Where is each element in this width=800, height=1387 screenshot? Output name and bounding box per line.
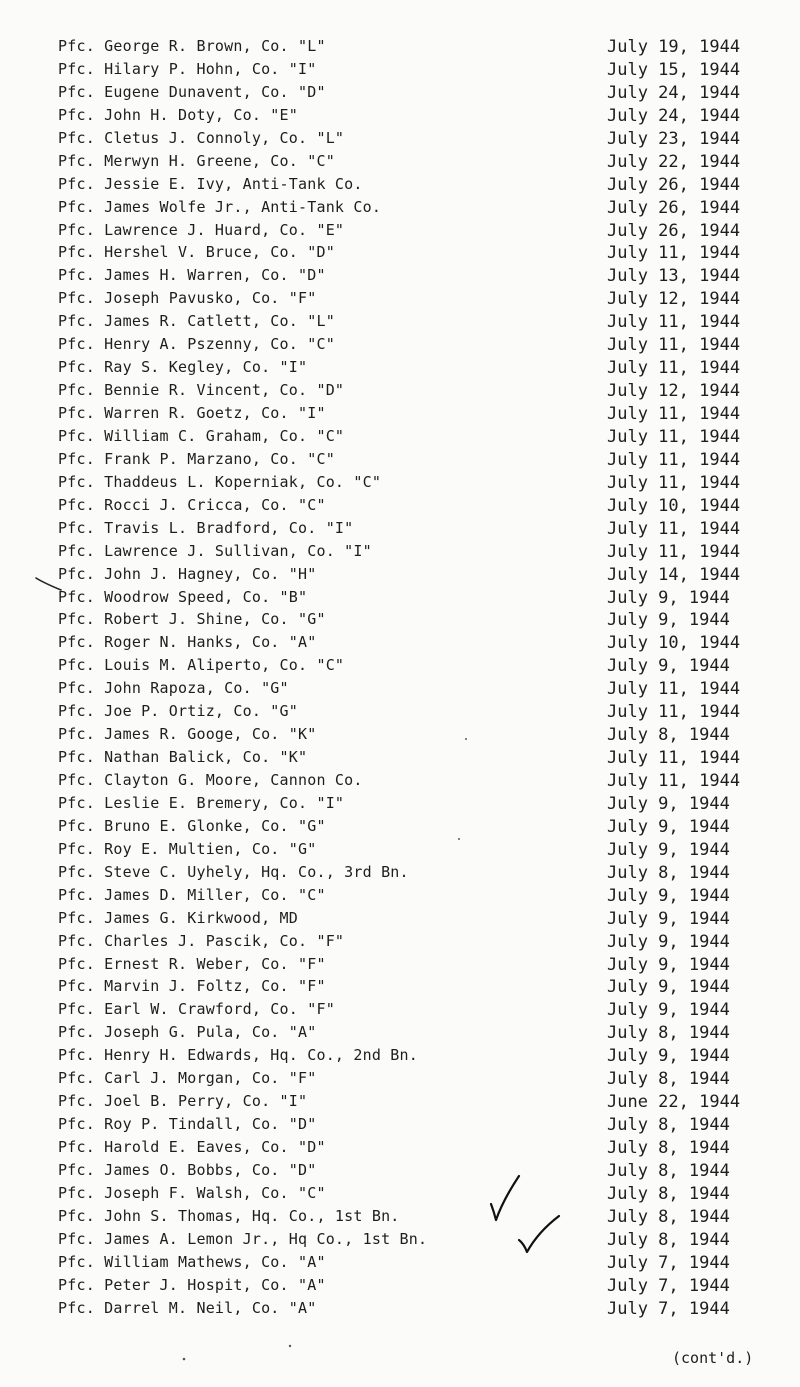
paper-speck bbox=[462, 735, 470, 743]
casualty-date: July 19, 1944 bbox=[607, 37, 741, 57]
soldier-name: Pfc. Joseph F. Walsh, Co. "C" bbox=[58, 1183, 326, 1202]
casualty-date: July 9, 1944 bbox=[607, 908, 730, 929]
roster-entry bbox=[0, 471, 800, 494]
soldier-name: Pfc. James H. Warren, Co. "D" bbox=[58, 266, 326, 285]
casualty-date: July 9, 1944 bbox=[607, 1000, 730, 1021]
roster-entry bbox=[0, 953, 800, 976]
roster-entry bbox=[0, 1090, 800, 1113]
soldier-name: Pfc. John J. Hagney, Co. "H" bbox=[58, 564, 317, 583]
roster-entry bbox=[0, 379, 800, 402]
soldier-name: Pfc. Carl J. Morgan, Co. "F" bbox=[58, 1069, 317, 1088]
casualty-date: July 11, 1944 bbox=[607, 771, 741, 791]
casualty-date: June 22, 1944 bbox=[607, 1092, 741, 1113]
soldier-name: Pfc. Rocci J. Cricca, Co. "C" bbox=[58, 495, 326, 514]
soldier-name: Pfc. Ray S. Kegley, Co. "I" bbox=[58, 358, 308, 377]
roster-entry bbox=[0, 792, 800, 815]
paper-speck bbox=[286, 1342, 294, 1350]
casualty-date: July 11, 1944 bbox=[607, 358, 741, 379]
soldier-name: Pfc. James A. Lemon Jr., Hq Co., 1st Bn. bbox=[58, 1229, 428, 1248]
roster-entry bbox=[0, 586, 800, 609]
roster-entry bbox=[0, 975, 800, 998]
soldier-name: Pfc. Earl W. Crawford, Co. "F" bbox=[58, 1000, 335, 1019]
roster-entry bbox=[0, 81, 800, 104]
soldier-name: Pfc. Lawrence J. Sullivan, Co. "I" bbox=[58, 541, 372, 560]
casualty-date: July 11, 1944 bbox=[607, 541, 741, 562]
casualty-date: July 13, 1944 bbox=[607, 266, 741, 287]
soldier-name: Pfc. Roy P. Tindall, Co. "D" bbox=[58, 1115, 317, 1134]
roster-entry bbox=[0, 677, 800, 700]
soldier-name: Pfc. Joel B. Perry, Co. "I" bbox=[58, 1092, 308, 1111]
roster-entry bbox=[0, 654, 800, 677]
soldier-name: Pfc. William Mathews, Co. "A" bbox=[58, 1252, 326, 1271]
soldier-name: Pfc. George R. Brown, Co. "L" bbox=[58, 37, 326, 55]
continued-note: (cont'd.) bbox=[672, 1349, 754, 1367]
soldier-name: Pfc. Clayton G. Moore, Cannon Co. bbox=[58, 771, 363, 789]
soldier-name: Pfc. Roger N. Hanks, Co. "A" bbox=[58, 633, 317, 652]
casualty-date: July 8, 1944 bbox=[607, 862, 730, 883]
casualty-date: July 9, 1944 bbox=[607, 656, 730, 677]
casualty-date: July 7, 1944 bbox=[607, 1298, 730, 1319]
casualty-date: July 26, 1944 bbox=[607, 174, 741, 195]
soldier-name: Pfc. Eugene Dunavent, Co. "D" bbox=[58, 82, 326, 101]
paper-speck bbox=[180, 1355, 188, 1363]
soldier-name: Pfc. William C. Graham, Co. "C" bbox=[58, 426, 345, 445]
soldier-name: Pfc. Joe P. Ortiz, Co. "G" bbox=[58, 702, 298, 721]
casualty-date: July 9, 1944 bbox=[607, 587, 730, 608]
roster-entry bbox=[0, 35, 800, 58]
roster-entry bbox=[0, 1182, 800, 1205]
soldier-name: Pfc. Louis M. Aliperto, Co. "C" bbox=[58, 656, 345, 675]
soldier-name: Pfc. John S. Thomas, Hq. Co., 1st Bn. bbox=[58, 1206, 400, 1225]
casualty-date: July 9, 1944 bbox=[607, 793, 730, 814]
roster-entry bbox=[0, 310, 800, 333]
soldier-name: Pfc. Hershel V. Bruce, Co. "D" bbox=[58, 243, 335, 262]
roster-entry bbox=[0, 540, 800, 563]
casualty-date: July 9, 1944 bbox=[607, 1046, 730, 1067]
roster-entry bbox=[0, 1297, 800, 1320]
casualty-date: July 8, 1944 bbox=[607, 1183, 730, 1204]
roster-entry bbox=[0, 1205, 800, 1228]
roster-entry bbox=[0, 563, 800, 586]
casualty-date: July 11, 1944 bbox=[607, 243, 741, 264]
soldier-name: Pfc. Merwyn H. Greene, Co. "C" bbox=[58, 151, 335, 170]
soldier-name: Pfc. James R. Catlett, Co. "L" bbox=[58, 312, 335, 331]
soldier-name: Pfc. Hilary P. Hohn, Co. "I" bbox=[58, 59, 317, 78]
soldier-name: Pfc. Warren R. Goetz, Co. "I" bbox=[58, 404, 326, 422]
casualty-date: July 14, 1944 bbox=[607, 564, 741, 585]
soldier-name: Pfc. Lawrence J. Huard, Co. "E" bbox=[58, 220, 345, 239]
soldier-name: Pfc. Steve C. Uyhely, Hq. Co., 3rd Bn. bbox=[58, 862, 409, 881]
soldier-name: Pfc. Darrel M. Neil, Co. "A" bbox=[58, 1298, 317, 1317]
roster-entry bbox=[0, 884, 800, 907]
roster-entry bbox=[0, 769, 800, 792]
casualty-date: July 11, 1944 bbox=[607, 426, 741, 447]
casualty-date: July 9, 1944 bbox=[607, 977, 730, 998]
casualty-date: July 11, 1944 bbox=[607, 518, 741, 539]
casualty-date: July 8, 1944 bbox=[607, 1115, 730, 1136]
soldier-name: Pfc. James R. Googe, Co. "K" bbox=[58, 725, 317, 744]
roster-entry bbox=[0, 815, 800, 838]
casualty-date: July 8, 1944 bbox=[607, 1206, 730, 1227]
soldier-name: Pfc. James O. Bobbs, Co. "D" bbox=[58, 1160, 317, 1179]
roster-entry bbox=[0, 631, 800, 654]
casualty-date: July 11, 1944 bbox=[607, 472, 741, 493]
roster-entry bbox=[0, 1136, 800, 1159]
soldier-name: Pfc. Joseph G. Pula, Co. "A" bbox=[58, 1023, 317, 1042]
soldier-name: Pfc. Peter J. Hospit, Co. "A" bbox=[58, 1275, 326, 1294]
soldier-name: Pfc. Frank P. Marzano, Co. "C" bbox=[58, 449, 335, 468]
roster-entry bbox=[0, 425, 800, 448]
casualty-date: July 26, 1944 bbox=[607, 220, 741, 241]
roster-entry bbox=[0, 517, 800, 540]
roster-entry bbox=[0, 173, 800, 196]
roster-entry bbox=[0, 1021, 800, 1044]
casualty-date: July 7, 1944 bbox=[607, 1275, 730, 1296]
paper-speck bbox=[455, 835, 463, 843]
casualty-roster bbox=[0, 35, 800, 1320]
casualty-date: July 11, 1944 bbox=[607, 679, 741, 700]
soldier-name: Pfc. Travis L. Bradford, Co. "I" bbox=[58, 518, 354, 537]
casualty-date: July 8, 1944 bbox=[607, 1229, 730, 1250]
soldier-name: Pfc. Harold E. Eaves, Co. "D" bbox=[58, 1138, 326, 1156]
roster-entry bbox=[0, 1251, 800, 1274]
casualty-date: July 10, 1944 bbox=[607, 633, 741, 654]
casualty-date: July 8, 1944 bbox=[607, 1069, 730, 1090]
casualty-date: July 9, 1944 bbox=[607, 610, 730, 631]
casualty-date: July 9, 1944 bbox=[607, 839, 730, 860]
soldier-name: Pfc. Leslie E. Bremery, Co. "I" bbox=[58, 793, 345, 812]
roster-entry bbox=[0, 608, 800, 631]
roster-entry bbox=[0, 58, 800, 81]
roster-entry bbox=[0, 861, 800, 884]
casualty-date: July 23, 1944 bbox=[607, 128, 741, 149]
roster-entry bbox=[0, 746, 800, 769]
roster-entry bbox=[0, 998, 800, 1021]
roster-entry bbox=[0, 402, 800, 425]
casualty-date: July 9, 1944 bbox=[607, 816, 730, 837]
soldier-name: Pfc. Ernest R. Weber, Co. "F" bbox=[58, 954, 326, 973]
roster-entry bbox=[0, 448, 800, 471]
roster-entry bbox=[0, 723, 800, 746]
soldier-name: Pfc. John Rapoza, Co. "G" bbox=[58, 679, 289, 698]
casualty-date: July 9, 1944 bbox=[607, 931, 730, 952]
casualty-date: July 24, 1944 bbox=[607, 105, 741, 126]
roster-entry bbox=[0, 219, 800, 242]
soldier-name: Pfc. Woodrow Speed, Co. "B" bbox=[58, 587, 308, 606]
soldier-name: Pfc. James D. Miller, Co. "C" bbox=[58, 885, 326, 904]
casualty-date: July 8, 1944 bbox=[607, 1023, 730, 1044]
roster-entry bbox=[0, 1044, 800, 1067]
soldier-name: Pfc. James Wolfe Jr., Anti-Tank Co. bbox=[58, 197, 382, 216]
soldier-name: Pfc. Bruno E. Glonke, Co. "G" bbox=[58, 816, 326, 835]
soldier-name: Pfc. Bennie R. Vincent, Co. "D" bbox=[58, 381, 345, 400]
casualty-date: July 26, 1944 bbox=[607, 197, 741, 218]
soldier-name: Pfc. Henry A. Pszenny, Co. "C" bbox=[58, 335, 335, 354]
roster-entry bbox=[0, 196, 800, 219]
casualty-date: July 9, 1944 bbox=[607, 954, 730, 975]
soldier-name: Pfc. Roy E. Multien, Co. "G" bbox=[58, 839, 317, 858]
soldier-name: Pfc. Nathan Balick, Co. "K" bbox=[58, 748, 308, 767]
roster-entry bbox=[0, 127, 800, 150]
margin-tick-mark bbox=[34, 574, 64, 594]
roster-entry bbox=[0, 907, 800, 930]
casualty-date: July 11, 1944 bbox=[607, 449, 741, 470]
roster-entry bbox=[0, 150, 800, 173]
roster-entry bbox=[0, 1067, 800, 1090]
roster-entry bbox=[0, 1228, 800, 1251]
roster-entry bbox=[0, 333, 800, 356]
casualty-date: July 24, 1944 bbox=[607, 82, 741, 103]
roster-entry bbox=[0, 930, 800, 953]
casualty-date: July 9, 1944 bbox=[607, 885, 730, 906]
casualty-date: July 7, 1944 bbox=[607, 1252, 730, 1273]
soldier-name: Pfc. Cletus J. Connoly, Co. "L" bbox=[58, 128, 345, 147]
casualty-date: July 12, 1944 bbox=[607, 381, 741, 402]
soldier-name: Pfc. Thaddeus L. Koperniak, Co. "C" bbox=[58, 472, 382, 491]
casualty-date: July 8, 1944 bbox=[607, 1160, 730, 1181]
casualty-date: July 22, 1944 bbox=[607, 151, 741, 172]
roster-entry bbox=[0, 1113, 800, 1136]
roster-entry bbox=[0, 494, 800, 517]
roster-entry bbox=[0, 838, 800, 861]
roster-entry bbox=[0, 1274, 800, 1297]
casualty-date: July 8, 1944 bbox=[607, 725, 730, 746]
roster-entry bbox=[0, 287, 800, 310]
casualty-date: July 11, 1944 bbox=[607, 748, 741, 769]
casualty-date: July 12, 1944 bbox=[607, 289, 741, 310]
roster-entry bbox=[0, 356, 800, 379]
casualty-date: July 11, 1944 bbox=[607, 702, 741, 723]
casualty-date: July 11, 1944 bbox=[607, 404, 741, 424]
soldier-name: Pfc. Henry H. Edwards, Hq. Co., 2nd Bn. bbox=[58, 1046, 418, 1065]
roster-entry bbox=[0, 241, 800, 264]
soldier-name: Pfc. Marvin J. Foltz, Co. "F" bbox=[58, 977, 326, 996]
roster-entry bbox=[0, 104, 800, 127]
soldier-name: Pfc. Robert J. Shine, Co. "G" bbox=[58, 610, 326, 629]
roster-entry bbox=[0, 700, 800, 723]
soldier-name: Pfc. John H. Doty, Co. "E" bbox=[58, 105, 298, 124]
casualty-date: July 11, 1944 bbox=[607, 335, 741, 356]
check-mark-icon bbox=[516, 1210, 562, 1256]
soldier-name: Pfc. Joseph Pavusko, Co. "F" bbox=[58, 289, 317, 308]
casualty-date: July 8, 1944 bbox=[607, 1138, 730, 1158]
casualty-date: July 11, 1944 bbox=[607, 312, 741, 333]
soldier-name: Pfc. Jessie E. Ivy, Anti-Tank Co. bbox=[58, 174, 363, 193]
soldier-name: Pfc. James G. Kirkwood, MD bbox=[58, 908, 298, 927]
roster-entry bbox=[0, 264, 800, 287]
casualty-date: July 15, 1944 bbox=[607, 59, 741, 80]
soldier-name: Pfc. Charles J. Pascik, Co. "F" bbox=[58, 931, 345, 950]
casualty-date: July 10, 1944 bbox=[607, 495, 741, 516]
roster-entry bbox=[0, 1159, 800, 1182]
